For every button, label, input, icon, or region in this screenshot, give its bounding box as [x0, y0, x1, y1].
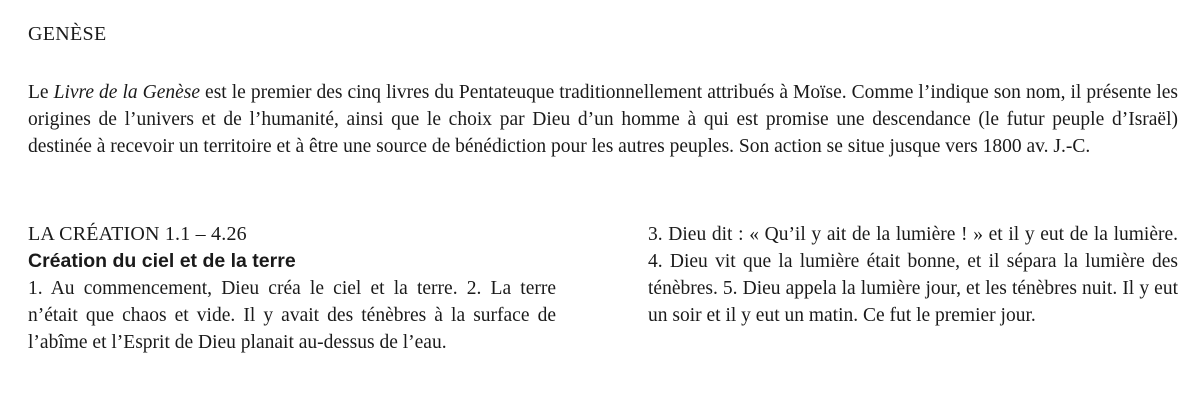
- intro-text: est le premier des cinq livres du Pentateuque traditionnellement attribués à Moïse. Comme l’indique son nom, il présente les origines de l’univers et de l’humanité, ainsi que le choix par Dieu d’un homme à qui est promise une descendance (le futur peuple d’Israël) destinée à recevoir un territoire et à être une source de bénédiction pour les autres peuples. Son action se situe jusque vers 1800 av. J.-C.: [28, 82, 1178, 157]
- right-column: [648, 221, 1178, 356]
- verses-1-2: 1. Au commencement, Dieu créa le ciel et la terre. 2. La terre n’était que chaos et vide. Il y avait des ténèbres à la surface de l’abîme et l’Esprit de Dieu planait au-dessus de l’eau.: [28, 278, 556, 353]
- book-name: Livre de la Genèse: [53, 82, 201, 103]
- two-column-section: [28, 221, 1178, 356]
- intro-lead: Le: [28, 82, 54, 103]
- book-title: GENÈSE: [28, 23, 107, 45]
- section-subheading: Création du ciel et de la terre: [28, 250, 296, 272]
- left-column: [28, 221, 556, 356]
- section-heading: LA CRÉATION 1.1 – 4.26: [28, 223, 247, 245]
- intro-paragraph: [28, 79, 1178, 160]
- verses-3-5: 3. Dieu dit : « Qu’il y ait de la lumière ! » et il y eut de la lumière. 4. Dieu vit que la lumière était bonne, et il sépara la lumière des ténèbres. 5. Dieu appela la lumière jour, et les ténèbres nuit. Il y eut un soir et il y eut un matin. Ce fut le premier jour.: [648, 224, 1178, 326]
